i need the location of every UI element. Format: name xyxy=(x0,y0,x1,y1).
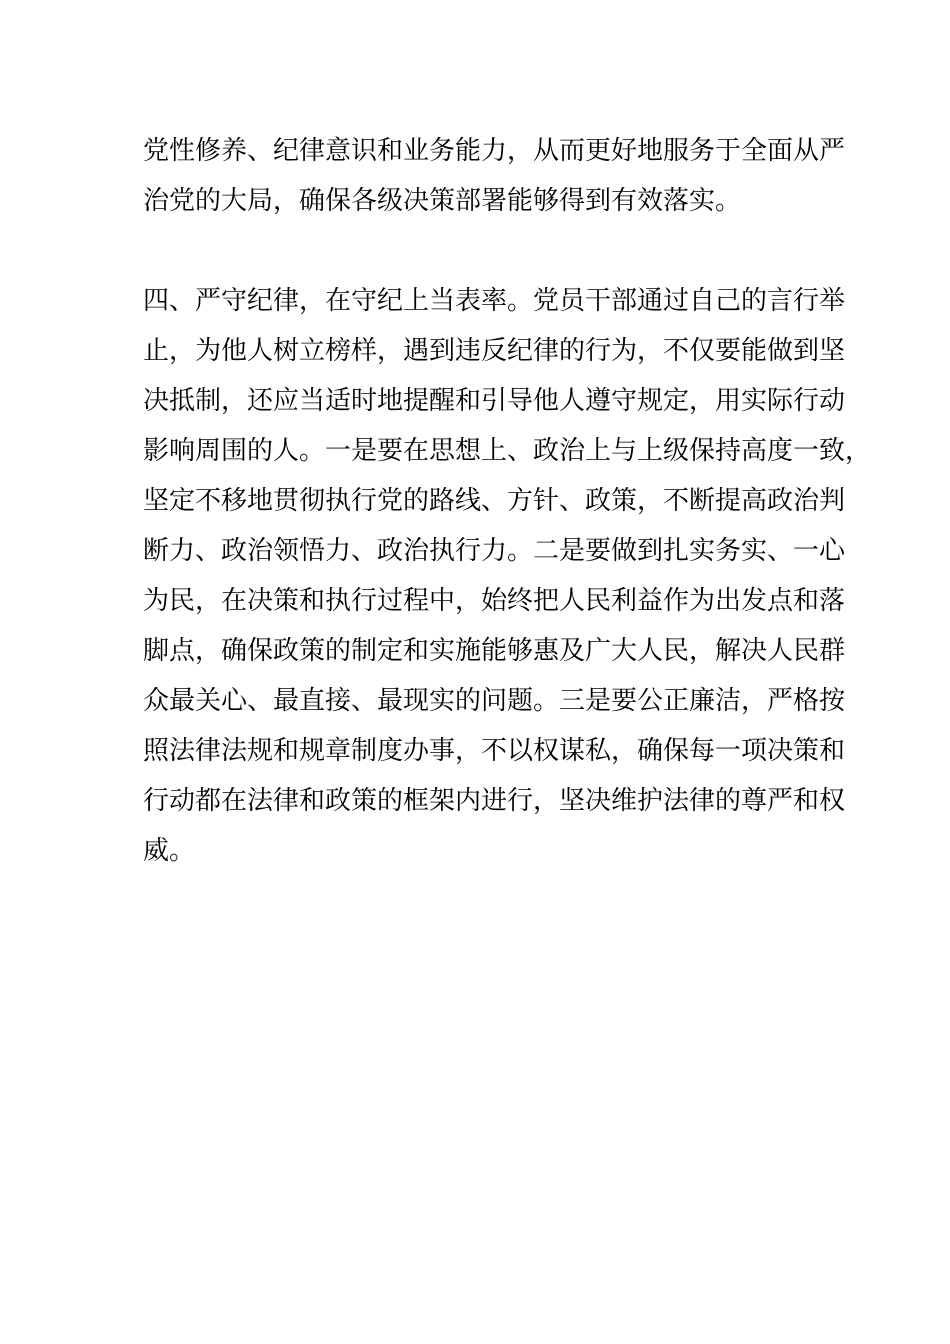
text-line: 影响周围的人。一是要在思想上、政治上与上级保持高度一致， xyxy=(143,436,872,466)
text-line: 行动都在法律和政策的框架内进行，坚决维护法律的尊严和权 xyxy=(143,786,846,816)
paragraph-section-four xyxy=(143,276,872,876)
paragraph-continued xyxy=(143,126,846,226)
text-line: 脚点，确保政策的制定和实施能够惠及广大人民，解决人民群 xyxy=(143,636,846,666)
text-line: 决抵制，还应当适时地提醒和引导他人遵守规定，用实际行动 xyxy=(143,386,846,416)
text-line: 众最关心、最直接、最现实的问题。三是要公正廉洁，严格按 xyxy=(143,686,846,716)
text-line: 为民，在决策和执行过程中，始终把人民利益作为出发点和落 xyxy=(143,586,846,616)
text-line: 坚定不移地贯彻执行党的路线、方针、政策，不断提高政治判 xyxy=(143,486,846,516)
text-line: 威。 xyxy=(143,836,196,866)
text-line: 断力、政治领悟力、政治执行力。二是要做到扎实务实、一心 xyxy=(143,536,846,566)
text-line: 党性修养、纪律意识和业务能力，从而更好地服务于全面从严 xyxy=(143,136,846,166)
text-line: 四、严守纪律，在守纪上当表率。党员干部通过自己的言行举 xyxy=(143,286,846,316)
text-line: 照法律法规和规章制度办事，不以权谋私，确保每一项决策和 xyxy=(143,736,846,766)
text-line: 治党的大局，确保各级决策部署能够得到有效落实。 xyxy=(143,186,742,216)
text-line: 止，为他人树立榜样，遇到违反纪律的行为，不仅要能做到坚 xyxy=(143,336,846,366)
